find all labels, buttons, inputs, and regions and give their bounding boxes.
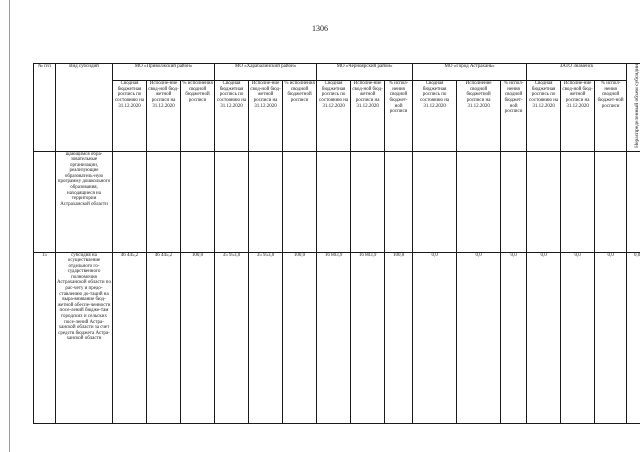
page-number: 1306 bbox=[312, 24, 328, 33]
header-sub-13: Сводная бюджетная роспись по состоянию на 31.12.2020 bbox=[527, 81, 561, 151]
header-undistributed bbox=[627, 64, 640, 152]
header-sub-9: % испол-нения сводной бюджет-ной росписи bbox=[385, 81, 413, 151]
cell bbox=[147, 151, 181, 252]
header-sub-12: % испол-нения сводной бюджет-ной росписи bbox=[501, 81, 527, 151]
header-sub-7: Сводная бюджетная роспись по состоянию на 31.12.2020 bbox=[317, 81, 351, 151]
cell-znamensk-exec: 0,0 bbox=[561, 252, 595, 423]
cell bbox=[283, 151, 317, 252]
cell bbox=[385, 151, 413, 252]
cell-undistributed: 0,0 bbox=[627, 252, 640, 423]
table-row bbox=[34, 151, 640, 252]
row-subsidy-name: субсидия на осуществление отдельного го-сударственного полномочия Астраханской области по рас-чету и предо-ставлению до-таций на выра-внивание бюд-жетной обеспе-ченности посе-лений бюдже-там городских и сельских посе-лений Астра-ханской области за счет средств бюджета Астра-ханской области bbox=[56, 252, 113, 423]
header-group-kharabalinsky: МО «Харабалинский район» bbox=[215, 64, 317, 81]
table-row bbox=[34, 252, 640, 423]
row-number bbox=[34, 151, 56, 252]
header-num: № п/п bbox=[34, 64, 56, 152]
cell-kharabalinsky-plan: 35 953,0 bbox=[215, 252, 249, 423]
cell-chernoyarsky-plan: 16 803,9 bbox=[317, 252, 351, 423]
header-sub-8: Исполне-ние свод-ной бюд-жетной росписи на 31.12.2020 bbox=[351, 81, 385, 151]
header-row-groups bbox=[34, 64, 640, 81]
row-subsidy-name: щающимся обра-зовательные организации, реализующие образователь-ную программу дошкольного образования, находящиеся на территории Астраханской области bbox=[56, 151, 113, 252]
cell bbox=[457, 151, 501, 252]
cell-privolzhsky-exec: 46 445,2 bbox=[147, 252, 181, 423]
cell-kharabalinsky-exec: 35 953,0 bbox=[249, 252, 283, 423]
cell bbox=[527, 151, 561, 252]
cell-kharabalinsky-percent: 100,0 bbox=[283, 252, 317, 423]
cell bbox=[561, 151, 595, 252]
header-group-chernoyarsky: МО «Черноярский район» bbox=[317, 64, 413, 81]
header-sub-10: Сводная бюджетная роспись по состоянию на 31.12.2020 bbox=[413, 81, 457, 151]
cell bbox=[249, 151, 283, 252]
cell-chernoyarsky-percent: 100,0 bbox=[385, 252, 413, 423]
header-group-privolzhsky: МО «Приволжский район» bbox=[113, 64, 215, 81]
cell-astrakhan-percent: 0,0 bbox=[501, 252, 527, 423]
cell bbox=[351, 151, 385, 252]
header-name: Вид субсидий bbox=[56, 64, 113, 152]
cell-privolzhsky-percent: 100,0 bbox=[181, 252, 215, 423]
header-undistributed-label: Нераспределенный объем субсидии bbox=[634, 64, 640, 148]
cell bbox=[317, 151, 351, 252]
header-sub-3: % исполнения сводной бюджетной росписи bbox=[181, 81, 215, 151]
header-sub-2: Исполне-ние свод-ной бюд-жетной росписи на 31.12.2020 bbox=[147, 81, 181, 151]
header-sub-11: Исполнение сводной бюджетной росписи на 31.12.2020 bbox=[457, 81, 501, 151]
cell bbox=[627, 151, 640, 252]
cell bbox=[501, 151, 527, 252]
cell-znamensk-plan: 0,0 bbox=[527, 252, 561, 423]
header-sub-14: Исполне-ние свод-ной бюд-жетной росписи на 31.12.2020 bbox=[561, 81, 595, 151]
subsidy-table bbox=[33, 63, 640, 424]
header-sub-5: Исполне-ние свод-ной бюд-жетной росписи на 31.12.2020 bbox=[249, 81, 283, 151]
cell bbox=[181, 151, 215, 252]
cell bbox=[595, 151, 627, 252]
cell-astrakhan-plan: 0,0 bbox=[413, 252, 457, 423]
cell bbox=[413, 151, 457, 252]
page-edge-line bbox=[9, 0, 10, 452]
cell-privolzhsky-plan: 46 445,2 bbox=[113, 252, 147, 423]
header-sub-6: % исполнения сводной бюджетной росписи bbox=[283, 81, 317, 151]
header-group-znamensk: ЗАТО Знаменск bbox=[527, 64, 627, 81]
header-sub-4: Сводная бюджетная роспись по состоянию на 31.12.2020 bbox=[215, 81, 249, 151]
cell bbox=[215, 151, 249, 252]
cell-chernoyarsky-exec: 16 803,9 bbox=[351, 252, 385, 423]
header-row-columns bbox=[34, 81, 640, 151]
cell-znamensk-percent: 0,0 bbox=[595, 252, 627, 423]
cell bbox=[113, 151, 147, 252]
cell-astrakhan-exec: 0,0 bbox=[457, 252, 501, 423]
header-sub-1: Сводная бюджетная роспись по состоянию на 31.12.2020 bbox=[113, 81, 147, 151]
row-number: 15 bbox=[34, 252, 56, 423]
header-group-astrakhan-city: МО «Город Астрахань» bbox=[413, 64, 527, 81]
header-sub-15: % испол-нения сводной бюджет-ной росписи bbox=[595, 81, 627, 151]
